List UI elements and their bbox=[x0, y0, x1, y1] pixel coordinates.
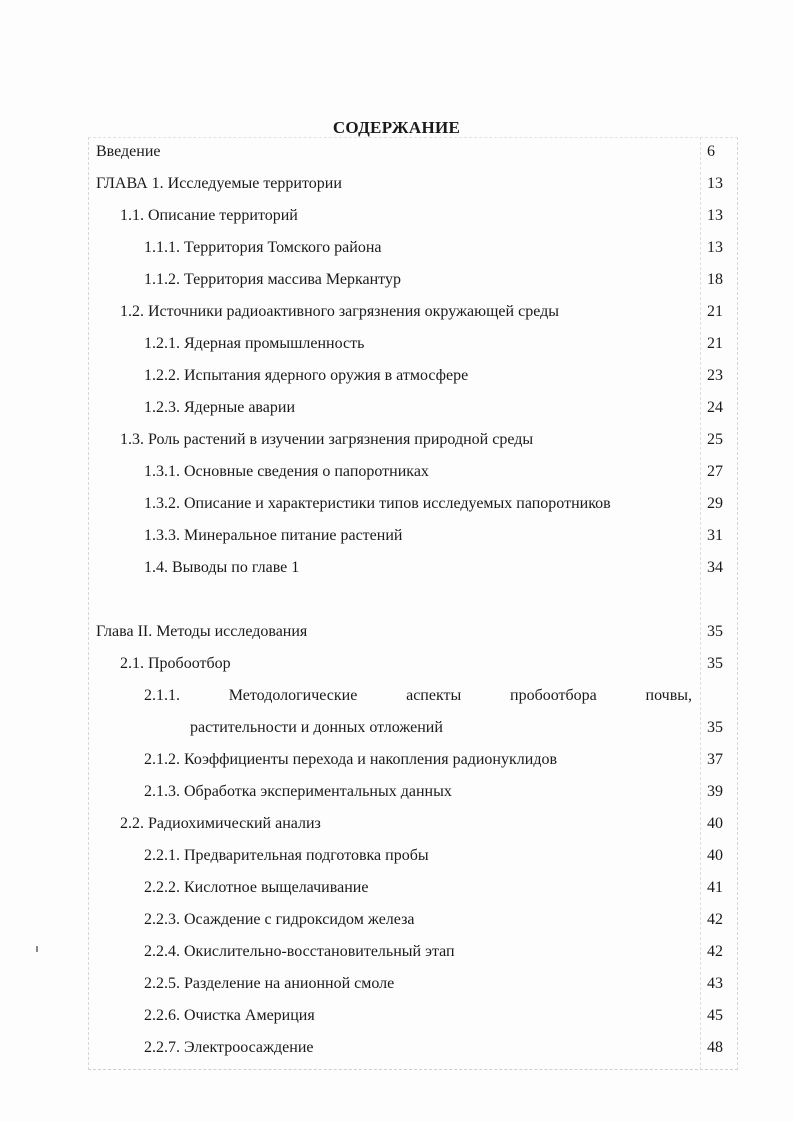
toc-word: почвы, bbox=[645, 687, 693, 704]
toc-entry-page: 45 bbox=[707, 1007, 723, 1024]
toc-entry-title: 1.3.3. Минеральное питание растений bbox=[144, 527, 403, 544]
toc-entry-page: 25 bbox=[707, 431, 723, 448]
page-title: СОДЕРЖАНИЕ bbox=[332, 118, 461, 137]
page-column-divider bbox=[700, 137, 701, 1070]
toc-entry-title: 2.2.5. Разделение на анионной смоле bbox=[144, 975, 395, 992]
toc-entry-page: 35 bbox=[707, 719, 723, 736]
toc-entry-page: 43 bbox=[707, 975, 723, 992]
toc-entry-page: 21 bbox=[707, 335, 723, 352]
toc-word: 2.1.1. bbox=[144, 687, 180, 704]
toc-entry-page: 21 bbox=[707, 303, 723, 320]
toc-entry-page: 27 bbox=[707, 463, 723, 480]
toc-entry-page: 40 bbox=[707, 847, 723, 864]
toc-entry-title: 1.2. Источники радиоактивного загрязнения окружающей среды bbox=[120, 303, 559, 320]
toc-entry-page: 37 bbox=[707, 751, 723, 768]
toc-entry-page: 6 bbox=[707, 143, 715, 160]
toc-entry-title: 1.4. Выводы по главе 1 bbox=[144, 559, 300, 576]
toc-entry-title: 2.1.2. Коэффициенты перехода и накопления радионуклидов bbox=[144, 751, 558, 768]
toc-entry-title: 2.2.3. Осаждение с гидроксидом железа bbox=[144, 911, 415, 928]
toc-entry-title: 2.2.6. Очистка Америция bbox=[144, 1007, 315, 1024]
toc-entry-title: 2.2.7. Электроосаждение bbox=[144, 1039, 314, 1056]
toc-entry-title: 2.2.2. Кислотное выщелачивание bbox=[144, 879, 369, 896]
toc-entry-title: 1.2.1. Ядерная промышленность bbox=[144, 335, 365, 352]
toc-entry-title: 2.2.1. Предварительная подготовка пробы bbox=[144, 847, 429, 864]
toc-entry-title: 2.1.3. Обработка экспериментальных данных bbox=[144, 783, 452, 800]
toc-entry-page: 42 bbox=[707, 911, 723, 928]
toc-word: Методологические bbox=[228, 687, 358, 704]
toc-entry-page: 18 bbox=[707, 271, 723, 288]
toc-entry-page: 29 bbox=[707, 495, 723, 512]
toc-entry-title: 2.2.4. Окислительно-восстановительный этап bbox=[144, 943, 455, 960]
scan-speck bbox=[36, 946, 38, 952]
toc-entry-title: Введение bbox=[96, 143, 161, 160]
toc-entry-title: 1.1.1. Территория Томского района bbox=[144, 239, 382, 256]
toc-word: пробоотбора bbox=[510, 687, 597, 704]
toc-entry-title: 1.1. Описание территорий bbox=[120, 207, 298, 224]
toc-entry-title: 1.3.1. Основные сведения о папоротниках bbox=[144, 463, 429, 480]
toc-entry-title: 1.1.2. Территория массива Меркантур bbox=[144, 271, 401, 288]
toc-entry-page: 35 bbox=[707, 655, 723, 672]
toc-entry-page: 13 bbox=[707, 175, 723, 192]
toc-entry-title: Глава II. Методы исследования bbox=[96, 623, 308, 640]
toc-entry-title: 1.2.2. Испытания ядерного оружия в атмосфере bbox=[144, 367, 469, 384]
toc-entry-page: 24 bbox=[707, 399, 723, 416]
toc-entry-title: растительности и донных отложений bbox=[190, 719, 443, 736]
toc-entry-title: 1.3.2. Описание и характеристики типов исследуемых папоротников bbox=[144, 495, 611, 512]
toc-entry-page: 23 bbox=[707, 367, 723, 384]
toc-entry-page: 42 bbox=[707, 943, 723, 960]
toc-entry-page: 13 bbox=[707, 207, 723, 224]
toc-entry-title: ГЛАВА 1. Исследуемые территории bbox=[96, 175, 342, 192]
toc-entry-page: 13 bbox=[707, 239, 723, 256]
toc-entry-page: 31 bbox=[707, 527, 723, 544]
toc-entry-page: 40 bbox=[707, 815, 723, 832]
toc-entry-title-line-1 bbox=[144, 686, 692, 706]
toc-entry-page: 48 bbox=[707, 1039, 723, 1056]
toc-entry-page: 34 bbox=[707, 559, 723, 576]
toc-entry-title: 2.2. Радиохимический анализ bbox=[120, 815, 321, 832]
toc-entry-title: 2.1. Пробоотбор bbox=[120, 655, 231, 672]
toc-entry-page: 39 bbox=[707, 783, 723, 800]
toc-entry-page: 35 bbox=[707, 623, 723, 640]
toc-entry-title: 1.2.3. Ядерные аварии bbox=[144, 399, 295, 416]
toc-entry-title: 1.3. Роль растений в изучении загрязнения природной среды bbox=[120, 431, 534, 448]
toc-entry-page: 41 bbox=[707, 879, 723, 896]
toc-word: аспекты bbox=[406, 687, 462, 704]
